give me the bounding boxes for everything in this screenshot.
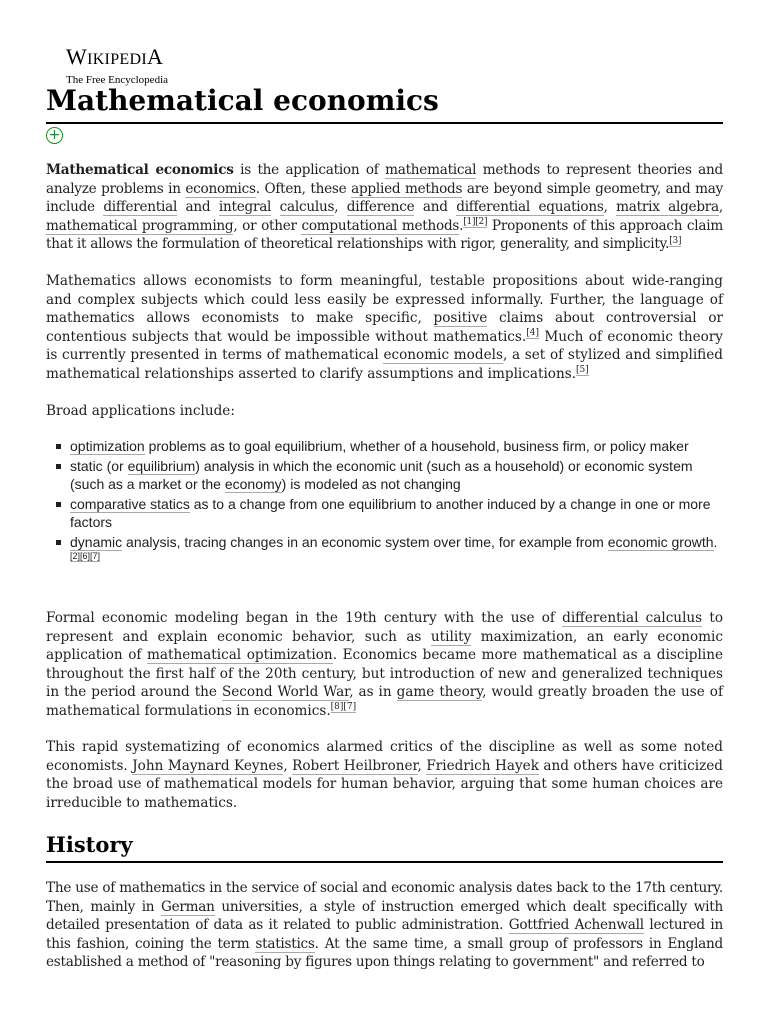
article-subject: Mathematical economics bbox=[46, 162, 234, 178]
list-item bbox=[46, 495, 723, 531]
link-game-theory[interactable]: game theory bbox=[396, 684, 483, 701]
list-item bbox=[46, 457, 723, 493]
page-title: Mathematical economics bbox=[46, 82, 723, 124]
link-john-maynard-keynes[interactable]: John Maynard Keynes bbox=[132, 757, 284, 774]
link-mathematical-optimization[interactable]: mathematical optimization bbox=[147, 647, 333, 664]
text: is the application of bbox=[233, 162, 386, 178]
wordmark-letters-ikipedi: IKIPEDI bbox=[87, 51, 147, 68]
link-economics[interactable]: economics bbox=[185, 180, 256, 197]
link-equilibrium[interactable]: equilibrium bbox=[127, 458, 196, 474]
text: , bbox=[718, 199, 723, 216]
link-differential-equations[interactable]: differential equations bbox=[456, 199, 604, 216]
citation[interactable] bbox=[70, 551, 80, 562]
link-robert-heilbroner[interactable]: Robert Heilbroner bbox=[292, 757, 418, 774]
applications-list bbox=[46, 437, 723, 569]
link-computational-methods[interactable]: computational methods bbox=[301, 217, 460, 234]
link-second-world-war[interactable]: Second World War bbox=[221, 684, 350, 701]
text: . At the same time, a small group of professors in England established a method of "reasoning by figures upon things relating to government" and referred to bbox=[46, 935, 723, 971]
wordmark-name bbox=[66, 46, 246, 71]
citation-link[interactable]: [6] bbox=[80, 551, 91, 562]
link-economic-models[interactable]: economic models bbox=[383, 347, 503, 364]
link-difference[interactable]: difference bbox=[346, 199, 415, 216]
citation-link[interactable]: [7] bbox=[90, 551, 101, 562]
citation-link[interactable]: [1] bbox=[463, 217, 476, 228]
text: . bbox=[459, 217, 464, 234]
applications-intro: Broad applications include: bbox=[46, 403, 235, 419]
wordmark-letter-w: W bbox=[66, 44, 88, 69]
link-gottfried-achenwall[interactable]: Gottfried Achenwall bbox=[508, 917, 644, 934]
text: lectured in this fashion, coining the term bbox=[46, 917, 723, 952]
text: The use of mathematics in the service of social and economic analysis dates back to the 17th century. Then, mainly in bbox=[46, 880, 723, 915]
link-friedrich-hayek[interactable]: Friedrich Hayek bbox=[426, 757, 539, 774]
link-optimization[interactable]: optimization bbox=[70, 438, 145, 454]
text: analysis, tracing changes in an economic system over time, for example from bbox=[122, 534, 608, 550]
link-german[interactable]: German bbox=[161, 898, 215, 915]
link-comparative-statics[interactable]: comparative statics bbox=[70, 496, 190, 512]
text: to represent and explain economic behavior, such as bbox=[46, 610, 723, 645]
wordmark-letter-a: A bbox=[146, 44, 164, 69]
wordmark-tagline: The Free Encyclopedia bbox=[66, 74, 169, 86]
link-economy[interactable]: economy bbox=[224, 476, 282, 492]
intro-paragraph-3 bbox=[46, 402, 723, 421]
citation-link[interactable]: [2] bbox=[70, 551, 81, 562]
text: static (or bbox=[70, 458, 128, 474]
link-economic-growth[interactable]: economic growth bbox=[607, 534, 714, 550]
link-differential-calculus[interactable]: differential calculus bbox=[562, 610, 703, 626]
citation[interactable] bbox=[576, 365, 589, 376]
list-item bbox=[46, 533, 723, 569]
text: . Often, these bbox=[255, 180, 352, 197]
link-calculus[interactable]: calculus bbox=[279, 199, 335, 216]
text: Formal economic modeling began in the 19th century with the use of bbox=[46, 610, 563, 626]
link-dynamic[interactable]: dynamic bbox=[70, 534, 123, 550]
link-mathematical[interactable]: mathematical bbox=[385, 162, 477, 178]
text: This rapid systematizing of economics alarmed critics of the discipline as well as some noted economists. bbox=[46, 739, 723, 774]
text: are beyond simple geometry, and may include bbox=[46, 180, 724, 216]
link-positive[interactable]: positive bbox=[433, 310, 488, 327]
paragraph-critics bbox=[46, 738, 723, 812]
text: , a set of stylized and simplified mathematical relationships asserted to clarify assumptions and implications. bbox=[46, 347, 723, 382]
text: and bbox=[177, 199, 219, 216]
citation-link[interactable]: [8] bbox=[330, 702, 344, 713]
citation-link[interactable]: [3] bbox=[669, 235, 682, 246]
intro-paragraph-1 bbox=[46, 161, 723, 254]
paragraph-formal-modeling bbox=[46, 609, 723, 721]
citation[interactable] bbox=[80, 551, 90, 562]
text: ) is modeled as not changing bbox=[281, 476, 461, 492]
text: methods to represent theories and analyze problems in bbox=[46, 162, 723, 197]
citation[interactable] bbox=[526, 328, 539, 339]
text: universities, a style of instruction emerged which dealt specifically with detailed presentation of data as it related to public administration. bbox=[46, 898, 723, 934]
text: as to a change from one equilibrium to another induced by a change in one or more factors bbox=[70, 496, 711, 530]
text: maximization, an early economic application of bbox=[46, 628, 723, 664]
text: problems as to goal equilibrium, whether of a household, business firm, or policy maker bbox=[144, 438, 689, 454]
text: Mathematics allows economists to form meaningful, testable propositions about wide-ranging and complex subjects which could less easily be expressed informally. Further, the language of mathematics allows economists to make specific, bbox=[46, 273, 723, 327]
text: Proponents of this approach claim that it allows the formulation of theoretical relationships with rigor, generality, and simplicity. bbox=[46, 217, 723, 253]
text: and others have criticized the broad use of mathematical models for human behavior, arguing that some human choices are irreducible to mathematics. bbox=[46, 757, 723, 811]
text: , bbox=[417, 757, 427, 774]
text: , or other bbox=[233, 217, 302, 234]
citation[interactable] bbox=[331, 702, 344, 713]
history-paragraph-1 bbox=[46, 879, 723, 972]
text: , bbox=[283, 757, 293, 774]
wikipedia-wordmark[interactable] bbox=[66, 46, 246, 86]
text: . Economics became more mathematical as a discipline throughout the first half of the 20th century, but introduction of new and generalized techniques in the period around the bbox=[46, 647, 723, 701]
citation[interactable] bbox=[463, 217, 475, 228]
citation-link[interactable]: [7] bbox=[343, 702, 357, 713]
link-applied-methods[interactable]: applied methods bbox=[351, 180, 463, 197]
citation-link[interactable]: [2] bbox=[475, 217, 488, 228]
text: , bbox=[603, 199, 617, 216]
text: and bbox=[414, 199, 457, 216]
text bbox=[271, 199, 280, 215]
text: claims about controversial or contentious subjects that would be impossible without mathematics. bbox=[46, 310, 723, 345]
citation-link[interactable]: [5] bbox=[576, 365, 589, 376]
add-plus-icon[interactable]: + bbox=[46, 127, 63, 144]
citation-link[interactable]: [4] bbox=[526, 328, 539, 339]
link-matrix-algebra[interactable]: matrix algebra bbox=[616, 199, 719, 216]
link-utility[interactable]: utility bbox=[430, 628, 472, 645]
link-mathematical-programming[interactable]: mathematical programming bbox=[46, 217, 234, 234]
text: Much of economic theory is currently presented in terms of mathematical bbox=[46, 328, 723, 364]
text: , as in bbox=[349, 684, 397, 701]
text: ) analysis in which the economic unit (such as a household) or economic system (such as a market or the bbox=[70, 458, 693, 492]
citation[interactable] bbox=[475, 217, 487, 228]
text: , would greatly broaden the use of mathematical formulations in economics. bbox=[46, 684, 723, 719]
text: . bbox=[713, 534, 718, 550]
link-integral[interactable]: integral bbox=[218, 199, 272, 216]
citation[interactable] bbox=[343, 702, 356, 713]
intro-paragraph-2 bbox=[46, 272, 723, 384]
text: , bbox=[334, 199, 347, 216]
link-differential[interactable]: differential bbox=[103, 199, 178, 216]
citation[interactable] bbox=[669, 236, 681, 247]
list-item bbox=[46, 437, 723, 455]
section-heading-history: History bbox=[46, 831, 723, 863]
citation[interactable] bbox=[90, 551, 100, 562]
link-statistics[interactable]: statistics bbox=[255, 935, 315, 952]
